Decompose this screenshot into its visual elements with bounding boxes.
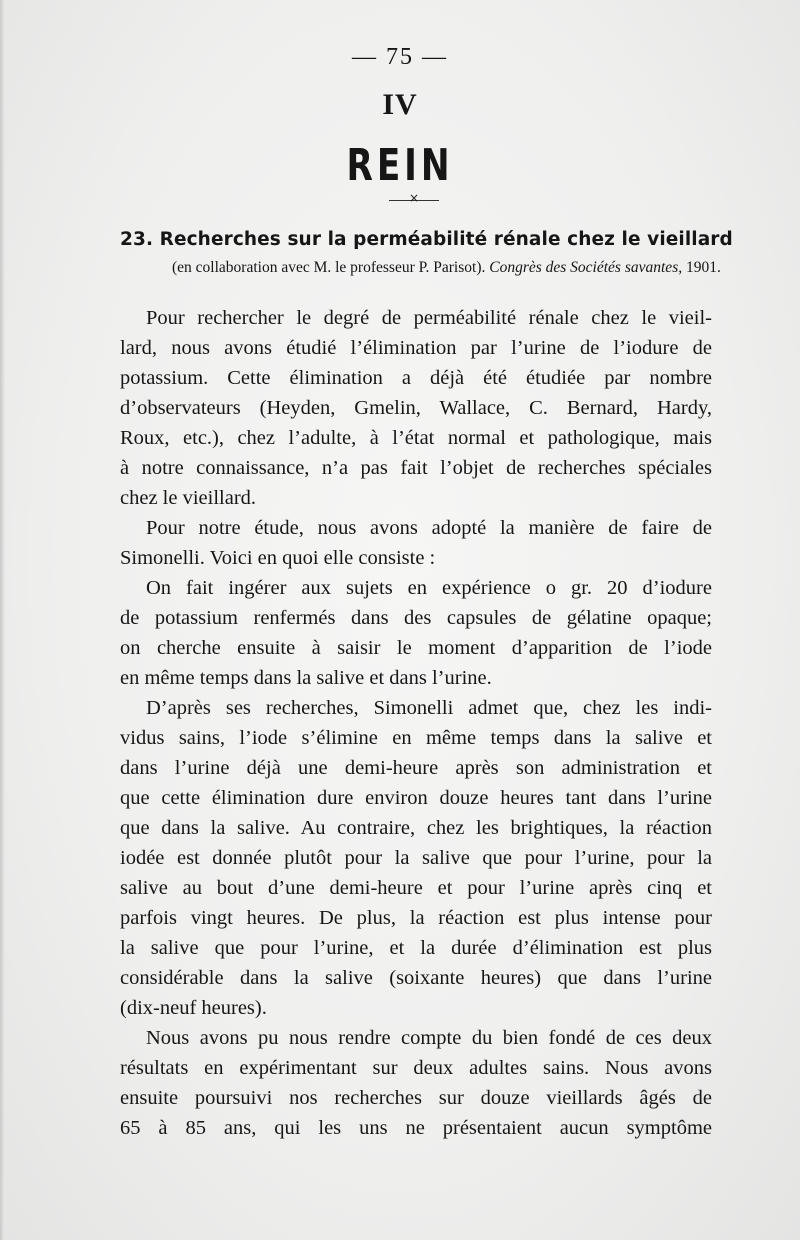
text-line: On fait ingérer aux sujets en expérience o gr. 20 d’iodure <box>146 577 712 599</box>
text-line: Simonelli. Voici en quoi elle consiste : <box>120 547 436 569</box>
page-edge <box>0 0 5 1240</box>
text-line: vidus sains, l’iode s’élimine en même temps dans la salive et <box>120 727 712 749</box>
text-line: 65 à 85 ans, qui les uns ne présentaient aucun symptôme <box>120 1117 712 1139</box>
chapter-title: REIN <box>346 140 454 191</box>
text-line: salive au bout d’une demi-heure et pour l’urine après cinq et <box>120 877 712 899</box>
section-reference <box>172 256 732 279</box>
reference-journal-cont: savantes, <box>624 259 683 276</box>
text-line: parfois vingt heures. De plus, la réaction est plus intense pour <box>120 907 712 929</box>
text-line: dans l’urine déjà une demi-heure après son administration et <box>120 757 712 779</box>
text-line: on cherche ensuite à saisir le moment d’apparition de l’iode <box>120 637 712 659</box>
text-line: Roux, etc.), chez l’adulte, à l’état normal et pathologique, mais <box>120 427 712 449</box>
text-line: chez le vieillard. <box>120 487 257 509</box>
reference-year: 1901. <box>685 259 721 276</box>
text-line: Pour notre étude, nous avons adopté la manière de faire de <box>146 517 712 539</box>
text-line: D’après ses recherches, Simonelli admet que, chez les indi- <box>146 697 712 719</box>
text-line: résultats en expérimentant sur deux adultes sains. Nous avons <box>120 1057 712 1079</box>
text-line: Pour rechercher le degré de perméabilité rénale chez le vieil- <box>146 307 712 329</box>
chapter-number: IV <box>382 88 418 121</box>
section-heading: 23. Recherches sur la perméabilité rénale chez le vieillard <box>120 229 733 250</box>
text-line: que cette élimination dure environ douze heures tant dans l’urine <box>120 787 712 809</box>
text-line: (dix-neuf heures). <box>120 997 267 1019</box>
ornamental-separator <box>389 193 439 207</box>
text-line: d’observateurs (Heyden, Gmelin, Wallace, C. Bernard, Hardy, <box>120 397 712 419</box>
text-line: potassium. Cette élimination a déjà été étudiée par nombre <box>120 367 712 389</box>
text-line: lard, nous avons étudié l’élimination par l’urine de l’iodure de <box>120 337 712 359</box>
separator-cross-icon: × <box>409 191 420 205</box>
text-line: iodée est donnée plutôt pour la salive que pour l’urine, pour la <box>120 847 712 869</box>
text-line: ensuite poursuivi nos recherches sur douze vieillards âgés de <box>120 1087 712 1109</box>
text-line: à notre connaissance, n’a pas fait l’objet de recherches spéciales <box>120 457 712 479</box>
text-line: de potassium renfermés dans des capsules de gélatine opaque; <box>120 607 712 629</box>
page-number: — 75 — <box>352 44 448 70</box>
text-line: Nous avons pu nous rendre compte du bien fondé de ces deux <box>146 1027 712 1049</box>
text-line: considérable dans la salive (soixante heures) que dans l’urine <box>120 967 712 989</box>
text-line: que dans la salive. Au contraire, chez les brightiques, la réaction <box>120 817 712 839</box>
text-line: la salive que pour l’urine, et la durée d’élimination est plus <box>120 937 712 959</box>
reference-text: (en collaboration avec M. le professeur P. Parisot). <box>172 259 486 276</box>
reference-journal: Congrès des Sociétés <box>489 259 621 276</box>
text-line: en même temps dans la salive et dans l’urine. <box>120 667 492 689</box>
